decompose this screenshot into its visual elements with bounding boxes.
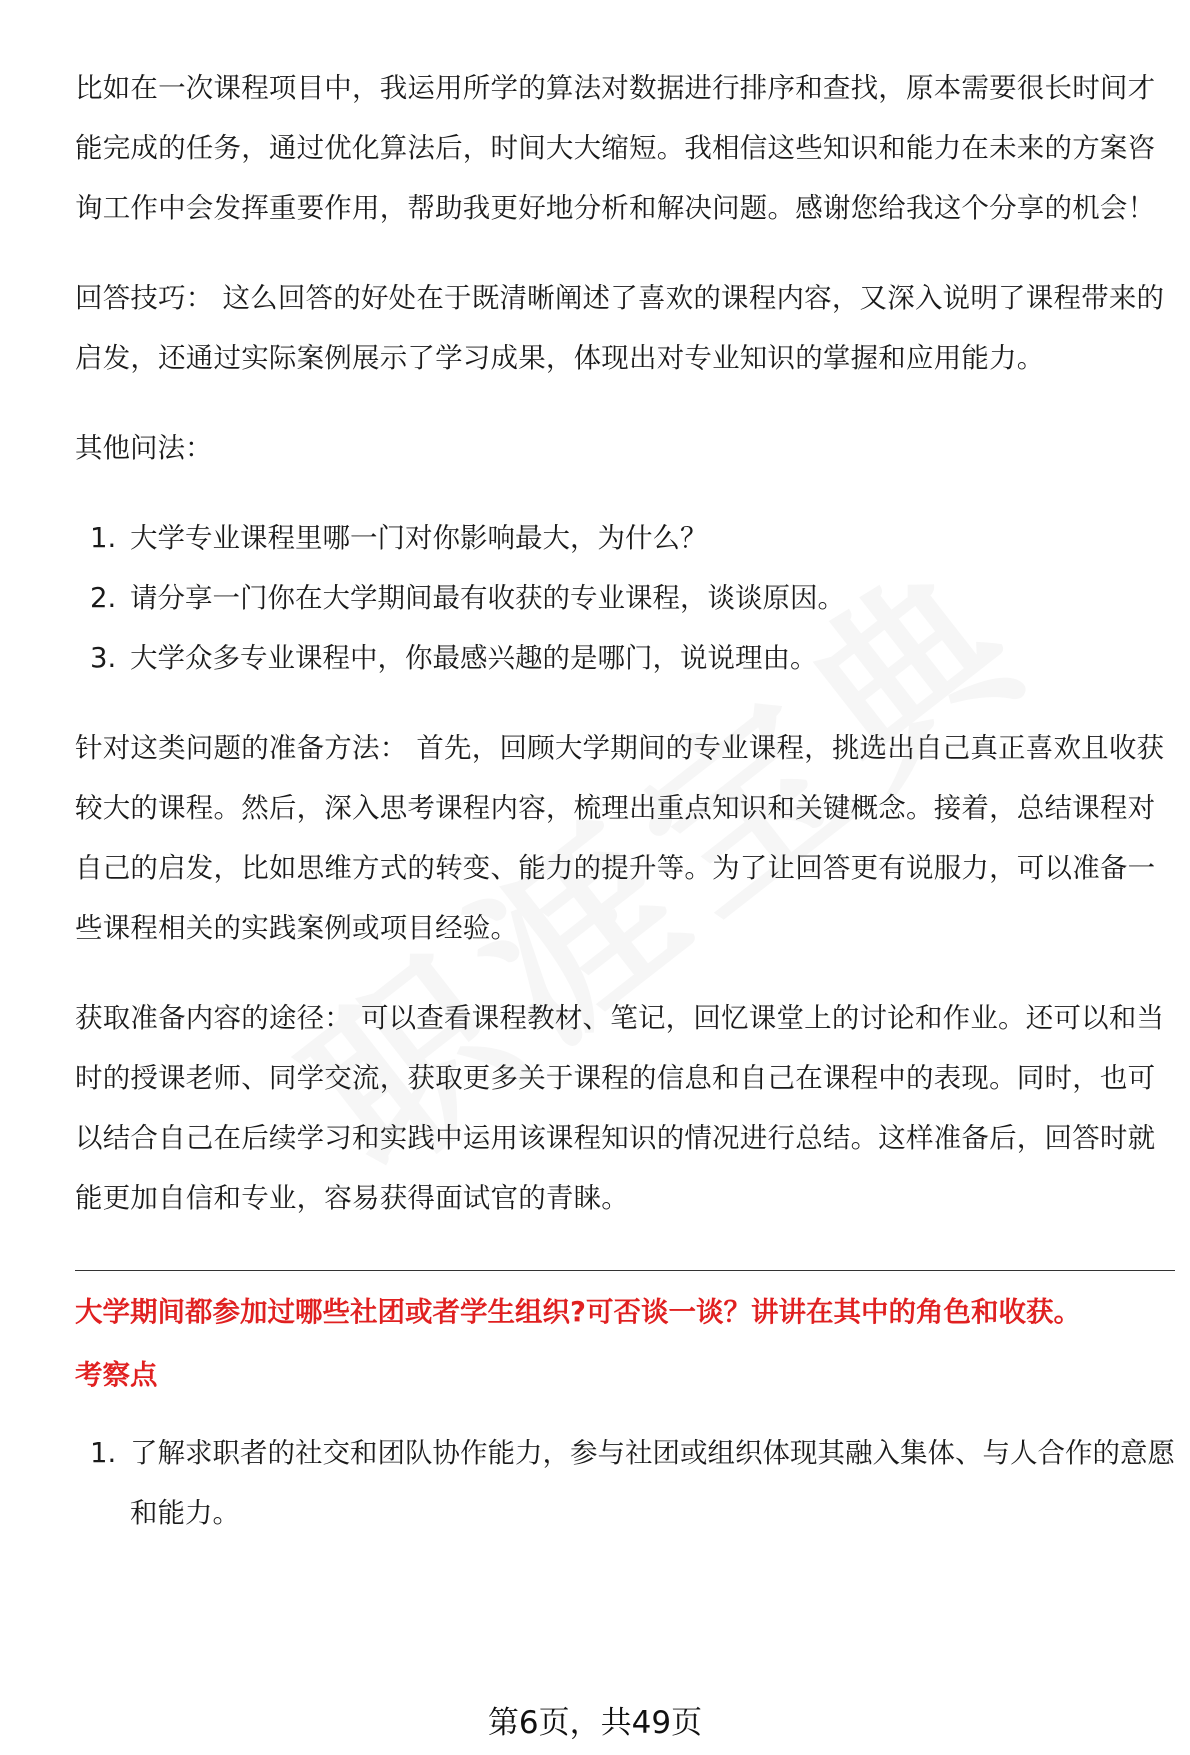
paragraph-preparation-method: 针对这类问题的准备方法： 首先，回顾大学期间的专业课程，挑选出自己真正喜欢且收获较大的课程。然后，深入思考课程内容，梳理出重点知识和关键概念。接着，总结课程对自己的启发，比如思维方式的转变、能力的提升等。为了让回答更有说服力，可以准备一些课程相关的实践案例或项目经验。	[75, 732, 1165, 944]
other-questions-label: 其他问法：	[75, 432, 213, 464]
other-questions-list	[75, 508, 1175, 688]
paragraph-course-example: 比如在一次课程项目中，我运用所学的算法对数据进行排序和查找，原本需要很长时间才能完成的任务，通过优化算法后，时间大大缩短。我相信这些知识和能力在未来的方案咨询工作中会发挥重要作用，帮助我更好地分析和解决问题。感谢您给我这个分享的机会！	[75, 72, 1156, 224]
paragraph-preparation-sources: 获取准备内容的途径： 可以查看课程教材、笔记，回忆课堂上的讨论和作业。还可以和当时的授课老师、同学交流，获取更多关于课程的信息和自己在课程中的表现。同时，也可以结合自己在后续学习和实践中运用该课程知识的情况进行总结。这样准备后，回答时就能更加自信和专业，容易获得面试官的青睐。	[75, 1002, 1165, 1214]
list-number: 2.	[90, 582, 117, 614]
assessment-points-list	[75, 1423, 1175, 1543]
document-page	[75, 58, 1175, 1543]
paragraph-answer-tips: 回答技巧： 这么回答的好处在于既清晰阐述了喜欢的课程内容，又深入说明了课程带来的启发，还通过实际案例展示了学习成果，体现出对专业知识的掌握和应用能力。	[75, 282, 1165, 374]
question-heading: 大学期间都参加过哪些社团或者学生组织?可否谈一谈？讲讲在其中的角色和收获。	[75, 1296, 1081, 1328]
page-number-footer: 第6页，共49页	[487, 1705, 703, 1741]
list-item	[75, 1423, 1175, 1543]
list-text: 了解求职者的社交和团队协作能力，参与社团或组织体现其融入集体、与人合作的意愿和能力。	[130, 1437, 1175, 1529]
assessment-points-label: 考察点	[75, 1359, 158, 1391]
list-item	[75, 508, 1175, 568]
list-text: 请分享一门你在大学期间最有收获的专业课程，谈谈原因。	[130, 582, 845, 614]
list-text: 大学众多专业课程中，你最感兴趣的是哪门，说说理由。	[130, 642, 818, 674]
list-number: 1.	[90, 1437, 117, 1469]
list-item	[75, 568, 1175, 628]
list-text: 大学专业课程里哪一门对你影响最大，为什么？	[130, 522, 708, 554]
list-item	[75, 628, 1175, 688]
list-number: 1.	[90, 522, 117, 554]
section-divider	[75, 1270, 1175, 1271]
list-number: 3.	[90, 642, 117, 674]
